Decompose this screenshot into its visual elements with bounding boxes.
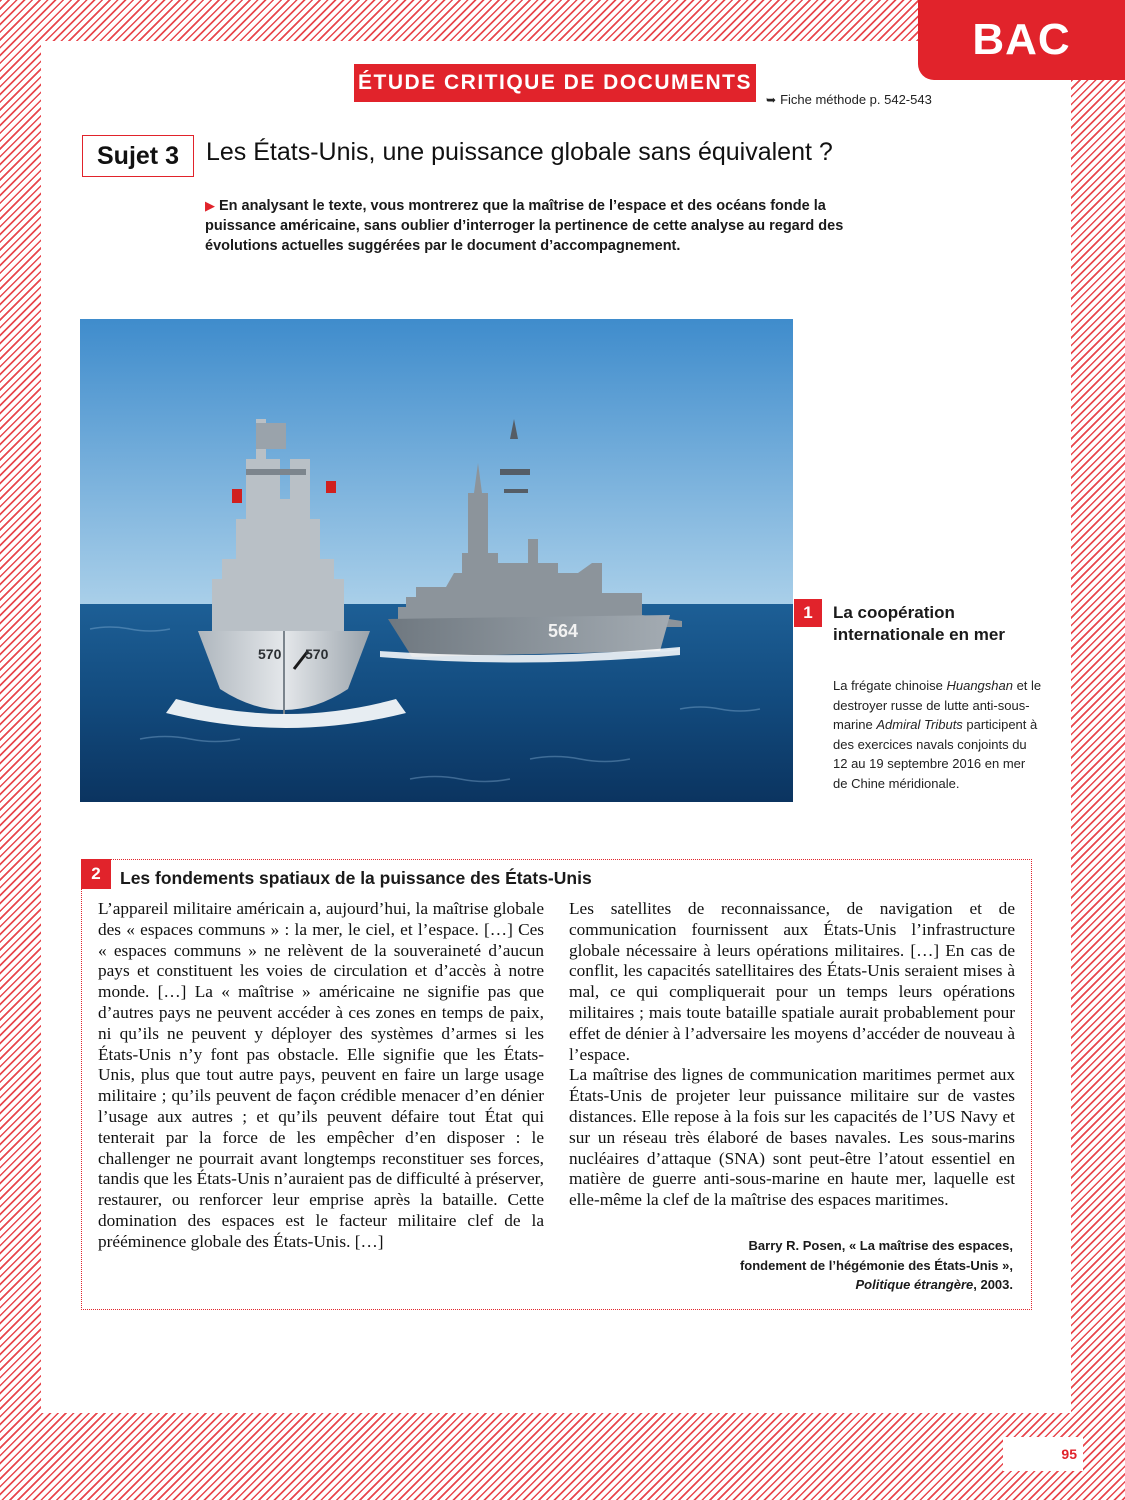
subject-title: Les États-Unis, une puissance globale sans équivalent ? [206, 138, 833, 166]
doc1-caption [833, 676, 1043, 793]
citation-line: fondement de l’hégémonie des États-Unis », [739, 1257, 1013, 1273]
doc2-right-column [569, 899, 1015, 1211]
doc2-title: Les fondements spatiaux de la puissance des États-Unis [120, 868, 592, 888]
page-number: 95 [1003, 1437, 1083, 1471]
doc2-left-column [98, 899, 544, 1253]
triangle-right-icon: ▶ [205, 198, 215, 213]
doc1-title: La coopération internationale en mer [833, 603, 1005, 644]
doc2-number: 2 [81, 859, 111, 889]
doc2-paragraph: Les satellites de reconnaissance, de navigation et de communication fournissent aux États-Unis l’infrastructure globale nécessaire à leurs opérations militaires. […] En cas de conflit, les capacités satellitaires des États-Unis seraient mises à mal, ce qui compliquerait pour un temps leurs opérations militaires ; mais toute bataille spatiale aurait probablement pour effet de dénier à l’adversaire les moyens d’accéder de nouveau à l’espace. [569, 899, 1015, 1064]
ship-name-admiral-tributs: Admiral Tributs [876, 717, 963, 732]
frigate-hull-number-2: 570 [305, 646, 329, 662]
caption-part: La frégate chinoise [833, 678, 947, 693]
caption-part: et le destroyer russe de lutte anti-sous-marine [833, 678, 1042, 732]
citation-line: Barry R. Posen, « La maîtrise des espaces, [748, 1238, 1013, 1253]
caption-part: participent à des exercices navals conjoints du 12 au 19 septembre 2016 en mer de Chine méridionale. [833, 717, 1038, 791]
instruction-text: En analysant le texte, vous montrerez que la maîtrise de l’espace et des océans fonde la puissance américaine, sans oublier d’interroger la pertinence de cette analyse au regard des évolutions actuelles suggérées par le document d’accompagnement. [205, 198, 844, 254]
bac-tab: BAC [918, 0, 1125, 80]
instruction-block [205, 196, 885, 256]
citation-year: , 2003. [973, 1277, 1013, 1292]
fiche-methode-label: Fiche méthode p. 542-543 [780, 92, 932, 107]
doc2-citation [600, 1236, 1013, 1295]
frigate-hull-number: 570 [258, 646, 282, 662]
doc1-number: 1 [794, 599, 822, 627]
destroyer-hull-number: 564 [548, 621, 579, 641]
arrow-right-icon: ➥ [766, 93, 777, 107]
section-banner: ÉTUDE CRITIQUE DE DOCUMENTS [354, 64, 756, 102]
citation-source [600, 1275, 1013, 1295]
ship-name-huangshan: Huangshan [946, 678, 1013, 693]
doc2-paragraph: L’appareil militaire américain a, aujourd’hui, la maîtrise globale des « espaces communs » : la mer, le ciel, et l’espace. […] Ces « espaces communs » ne relèvent de la souveraineté d’aucun pays et constituent les voies de circulation et d’accès à notre monde. […] La « maîtrise » américaine ne signifie pas que d’autres pays ne peuvent accéder à ces zones en temps de paix, ni qu’ils ne peuvent y déployer des systèmes d’armes si les États-Unis n’y font pas obstacle. Elle signifie que les États-Unis, plus que tout autre pays, peuvent en faire un large usage militaire ; qu’ils peuvent de façon crédible menacer d’en dénier l’usage aux autres ; et qu’ils peuvent défaire tout État qui tenterait par la force de les empêcher d’en disposer : le challenger ne pourrait avant longtemps reconstituer ses forces, tandis que les États-Unis n’auraient pas de difficulté à préserver, restaurer, ou renforcer leur emprise après la bataille. Cette domination des espaces est le facteur militaire clef de la prééminence globale des États-Unis. […] [98, 899, 544, 1251]
sky [80, 319, 793, 604]
citation-journal: Politique étrangère [855, 1277, 974, 1292]
ships-photo [80, 319, 793, 802]
fiche-methode-link[interactable] [766, 92, 932, 107]
doc2-paragraph: La maîtrise des lignes de communication maritimes permet aux États-Unis de projeter leur puissance militaire sur de vastes distances. Elle repose à la fois sur les capacités de l’US Navy et sur un réseau très élaboré de bases navales. Les sous-marins nucléaires d’attaque (SNA) sont peut-être l’atout essentiel en matière de guerre anti-sous-marine en haute mer, laquelle est elle-même la clef de la maîtrise des espaces maritimes. [569, 1065, 1015, 1210]
subject-label: Sujet 3 [82, 135, 194, 177]
